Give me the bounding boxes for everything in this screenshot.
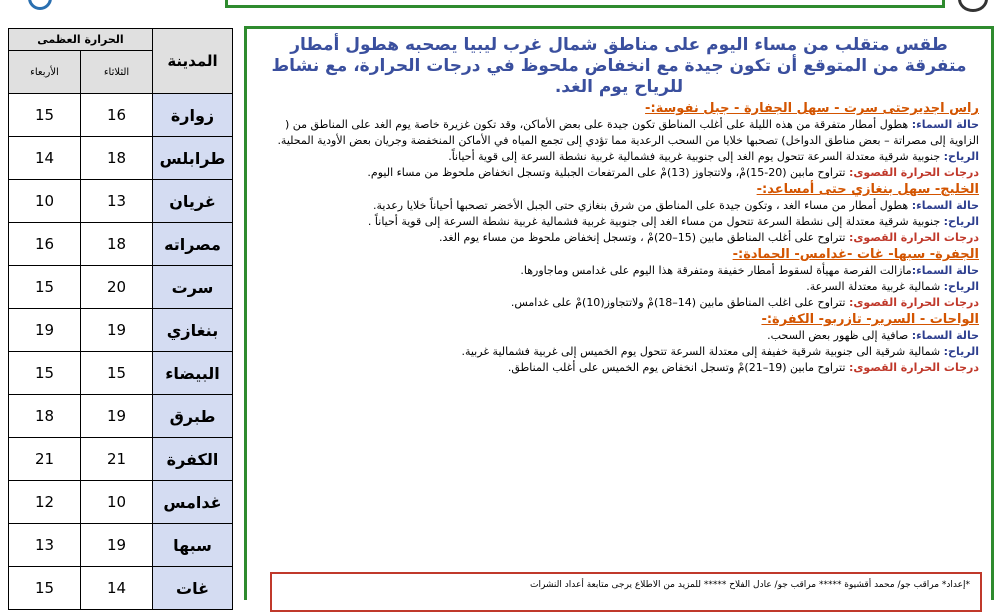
forecast-intro: طقس متقلب من مساء اليوم على مناطق شمال غرب ليبيا يصحبه هطول أمطار متفرقة من المتوقع أن تكون جيدة مع انخفاض ملحوظ في درجات الحرارة، مع نشاط للرياح يوم الغد.	[271, 35, 967, 97]
tue-temp: 16	[81, 94, 153, 137]
wind-text: جنوبية شرقية معتدلة إلى نشطة السرعة تتحول من مساء الغد إلى جنوبية غربية فشمالية غربية نشطة السرعة إلى قوية أحياناً .	[367, 215, 944, 228]
temp-text: تتراوح على أغلب المناطق مابين (15–20)مْ ، وتسجل إنخفاض ملحوظ من مساء يوم الغد.	[439, 231, 849, 244]
wind-label: الرياح:	[943, 150, 979, 163]
table-row	[9, 567, 233, 610]
temp-paragraph	[259, 295, 979, 311]
max-temp-header: الحرارة العظمى	[9, 29, 153, 51]
wind-paragraph	[259, 344, 979, 360]
table-row	[9, 137, 233, 180]
table-row	[9, 223, 233, 266]
wednesday-header: الأربعاء	[9, 51, 81, 94]
tue-temp: 10	[81, 481, 153, 524]
city-name: بنغازي	[153, 309, 233, 352]
wed-temp: 15	[9, 567, 81, 610]
city-name: الكفرة	[153, 438, 233, 481]
wed-temp: 10	[9, 180, 81, 223]
temp-text: تتراوح مابين (20-15)مْ، ولاتتجاوز (13)مْ على المرتفعات الجبلية وتسجل انخفاض ملحوظ من مساء اليوم.	[367, 166, 849, 179]
logo-left-icon	[28, 0, 52, 10]
table-row	[9, 395, 233, 438]
wind-paragraph	[259, 214, 979, 230]
temp-label: درجات الحرارة القصوى:	[848, 296, 979, 309]
sky-text: مازالت الفرصة مهيأة لسقوط أمطار خفيفة ومتفرقة هذا اليوم على غدامس وماجاورها.	[520, 264, 912, 277]
tue-temp: 15	[81, 352, 153, 395]
wind-paragraph	[259, 149, 979, 165]
sky-label: حالة السماء:	[911, 118, 979, 131]
wind-text: شمالية غربية معتدلة السرعة.	[806, 280, 944, 293]
wed-temp: 15	[9, 266, 81, 309]
temp-label: درجات الحرارة القصوى:	[848, 361, 979, 374]
wed-temp: 15	[9, 352, 81, 395]
tue-temp: 19	[81, 524, 153, 567]
tue-temp: 14	[81, 567, 153, 610]
logo-right-icon	[958, 0, 988, 12]
tue-temp: 20	[81, 266, 153, 309]
wind-text: جنوبية شرقية معتدلة السرعة تتحول يوم الغد إلى جنوبية غربية فشمالية غربية نشطة السرعة إلى قوية أحياناً.	[448, 150, 944, 163]
table-row	[9, 180, 233, 223]
tue-temp: 18	[81, 223, 153, 266]
sky-label: حالة السماء:	[911, 264, 979, 277]
forecast-text-panel	[244, 26, 994, 600]
tuesday-header: الثلاثاء	[81, 51, 153, 94]
sky-label: حالة السماء:	[911, 199, 979, 212]
city-name: زوارة	[153, 94, 233, 137]
header-frame	[225, 0, 945, 8]
wind-text: شمالية شرقية الى جنوبية شرقية خفيفة إلى معتدلة السرعة تتحول يوم الخميس إلى غربية فشمالية غربية.	[461, 345, 944, 358]
tue-temp: 13	[81, 180, 153, 223]
wed-temp: 18	[9, 395, 81, 438]
sky-paragraph	[259, 263, 979, 279]
city-name: البيضاء	[153, 352, 233, 395]
table-row	[9, 438, 233, 481]
tue-temp: 19	[81, 309, 153, 352]
wind-label: الرياح:	[943, 280, 979, 293]
wind-label: الرياح:	[943, 215, 979, 228]
temp-label: درجات الحرارة القصوى:	[848, 166, 979, 179]
notice-box: *إعداد* مراقب جو/ محمد أقشيوة ***** مراقب جو/ عادل الفلاح ***** للمزيد من الاطلاع يرجى متابعة أعداد النشرات	[270, 572, 982, 612]
sky-paragraph	[259, 117, 979, 149]
city-name: سرت	[153, 266, 233, 309]
wed-temp: 19	[9, 309, 81, 352]
city-name: غريان	[153, 180, 233, 223]
header-strip	[0, 0, 1000, 20]
wed-temp: 16	[9, 223, 81, 266]
temp-paragraph	[259, 360, 979, 376]
city-name: مصراته	[153, 223, 233, 266]
tue-temp: 19	[81, 395, 153, 438]
sky-text: هطول أمطار متفرقة من هذه الليلة على أغلب المناطق تكون جيدة على بعض الأماكن، وقد تكون غزيرة خاصة يوم الغد على المناطق من ( الزاوية إلى مصراتة – بعض مناطق الدواخل) تصحبها خلايا من السحب الرعدية مما تؤدي إلى تجمع المياه في الأماكن المنخفضة وجريان بعض الأودية المحلية.	[277, 118, 979, 147]
wind-label: الرياح:	[943, 345, 979, 358]
wed-temp: 12	[9, 481, 81, 524]
region-title: راس اجديرحتى سرت - سهل الجفارة - جبل نفوسة:-	[645, 101, 979, 116]
region-title: الجفرة- سبها- غات -غدامس- الحمادة:-	[732, 247, 979, 262]
max-temperature-table	[8, 28, 233, 610]
city-name: سبها	[153, 524, 233, 567]
temp-label: درجات الحرارة القصوى:	[848, 231, 979, 244]
city-column-header: المدينة	[153, 29, 233, 94]
city-name: غات	[153, 567, 233, 610]
sky-text: صافية إلى ظهور بعض السحب.	[767, 329, 912, 342]
wed-temp: 21	[9, 438, 81, 481]
city-name: طبرق	[153, 395, 233, 438]
sky-paragraph	[259, 328, 979, 344]
table-row	[9, 266, 233, 309]
temp-paragraph	[259, 230, 979, 246]
temp-text: تتراوح على اغلب المناطق مابين (14–18)مْ ولاتتجاوز(10)مْ على غدامس.	[510, 296, 849, 309]
tue-temp: 21	[81, 438, 153, 481]
city-name: طرابلس	[153, 137, 233, 180]
city-name: غدامس	[153, 481, 233, 524]
temp-paragraph	[259, 165, 979, 181]
table-row	[9, 524, 233, 567]
sky-paragraph	[259, 198, 979, 214]
tue-temp: 18	[81, 137, 153, 180]
wind-paragraph	[259, 279, 979, 295]
sky-text: هطول أمطار من مساء الغد ، وتكون جيدة على المناطق من شرق بنغازي حتى الجبل الأخضر تصحبها أحياناً خلايا رعدية.	[372, 199, 912, 212]
region-title: الخليج- سهل بنغازي حتى أمساعد:-	[756, 182, 979, 197]
region-title: الواحات - السرير- تازربو- الكفرة:-	[761, 312, 979, 327]
wed-temp: 15	[9, 94, 81, 137]
table-row	[9, 352, 233, 395]
table-row	[9, 309, 233, 352]
sky-label: حالة السماء:	[911, 329, 979, 342]
temp-text: تتراوح مابين (19–21)مْ وتسجل انخفاض يوم الخميس على أغلب المناطق.	[507, 361, 849, 374]
wed-temp: 14	[9, 137, 81, 180]
wed-temp: 13	[9, 524, 81, 567]
table-row	[9, 94, 233, 137]
table-row	[9, 481, 233, 524]
